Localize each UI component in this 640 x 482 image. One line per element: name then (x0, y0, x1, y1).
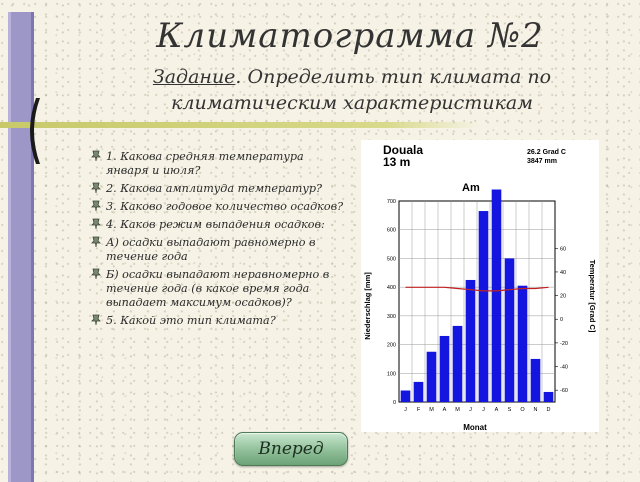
annual-precipitation: 3847 mm (527, 158, 557, 165)
question-item: 1. Какова средняя температура января и июля? (90, 150, 348, 178)
climatogram-chart (361, 140, 599, 432)
precipitation-bar (544, 392, 554, 402)
pushpin-icon (90, 218, 102, 230)
question-item: Б) осадки выпадают неравномерно в течение года (в какое время года выпадает максимум осадков)? (90, 268, 348, 310)
pushpin-icon (90, 200, 102, 212)
y2-tick-label: -60 (560, 388, 568, 395)
mean-temperature: 26.2 Grad C (527, 149, 566, 156)
pushpin-icon (90, 268, 102, 280)
y2-tick-label: 40 (560, 269, 567, 276)
question-item: 5. Какой это тип климата? (90, 314, 348, 328)
question-item: 4. Каков режим выпадения осадков: (90, 218, 348, 232)
x-tick-label: D (546, 407, 551, 413)
y-axis-label: Niederschlag [mm] (363, 272, 372, 340)
station-name: Douala (383, 143, 424, 157)
climate-class: Am (462, 182, 480, 194)
precipitation-bar (453, 326, 463, 402)
precipitation-bar (518, 286, 528, 402)
y2-axis-label: Temperatur [Grad C] (588, 259, 597, 333)
precipitation-bar (531, 359, 541, 402)
pushpin-icon (90, 150, 102, 162)
x-tick-label: M (455, 407, 460, 413)
question-item: 2. Какова амплитуда температур? (90, 182, 348, 196)
precipitation-bar (440, 336, 450, 402)
pushpin-icon (90, 314, 102, 326)
task-label: Задание (152, 66, 236, 88)
slide-title: Климатограмма №2 (156, 16, 544, 56)
y-tick-label: 500 (386, 256, 396, 263)
x-tick-label: S (507, 407, 512, 413)
question-list (90, 150, 348, 332)
y-tick-label: 100 (386, 371, 396, 378)
x-tick-label: F (416, 407, 421, 413)
x-tick-label: J (469, 407, 472, 413)
precipitation-bar (505, 258, 515, 402)
next-button[interactable]: Вперед (234, 432, 348, 466)
x-tick-label: N (533, 407, 538, 413)
pushpin-icon (90, 236, 102, 248)
station-elevation: 13 m (383, 155, 411, 169)
task-description: . Определить тип климата по климатическим характеристикам (171, 66, 552, 114)
precipitation-bar (466, 280, 476, 402)
y-tick-label: 0 (392, 400, 396, 406)
x-tick-label: J (482, 407, 485, 413)
precipitation-bar (401, 391, 411, 402)
decorative-line (0, 122, 480, 128)
x-tick-label: A (442, 407, 447, 413)
pushpin-icon (90, 182, 102, 194)
precipitation-bar (492, 190, 502, 402)
y2-tick-label: 0 (560, 317, 564, 324)
climatogram-svg (361, 140, 599, 432)
x-axis-label: Monat (463, 423, 487, 432)
y-tick-label: 200 (386, 342, 396, 349)
x-tick-label: O (520, 407, 525, 413)
y2-tick-label: 60 (560, 246, 567, 253)
y2-tick-label: -40 (560, 364, 568, 371)
x-tick-label: A (494, 407, 499, 413)
x-tick-label: M (429, 407, 434, 413)
precipitation-bar (479, 211, 489, 402)
y2-tick-label: 20 (560, 293, 567, 300)
y-tick-label: 400 (386, 285, 396, 292)
y-tick-label: 300 (386, 313, 396, 320)
y-tick-label: 600 (386, 227, 396, 234)
y-tick-label: 700 (386, 199, 396, 205)
y2-tick-label: -20 (560, 340, 568, 347)
precipitation-bar (414, 382, 424, 402)
decorative-stripe (8, 12, 34, 482)
x-tick-label: J (404, 407, 407, 413)
precipitation-bar (427, 352, 437, 402)
task-text (72, 64, 632, 116)
question-item: 3. Каково годовое количество осадков? (90, 200, 348, 214)
question-item: А) осадки выпадают равномерно в течение года (90, 236, 348, 264)
bracket-icon (24, 96, 46, 166)
